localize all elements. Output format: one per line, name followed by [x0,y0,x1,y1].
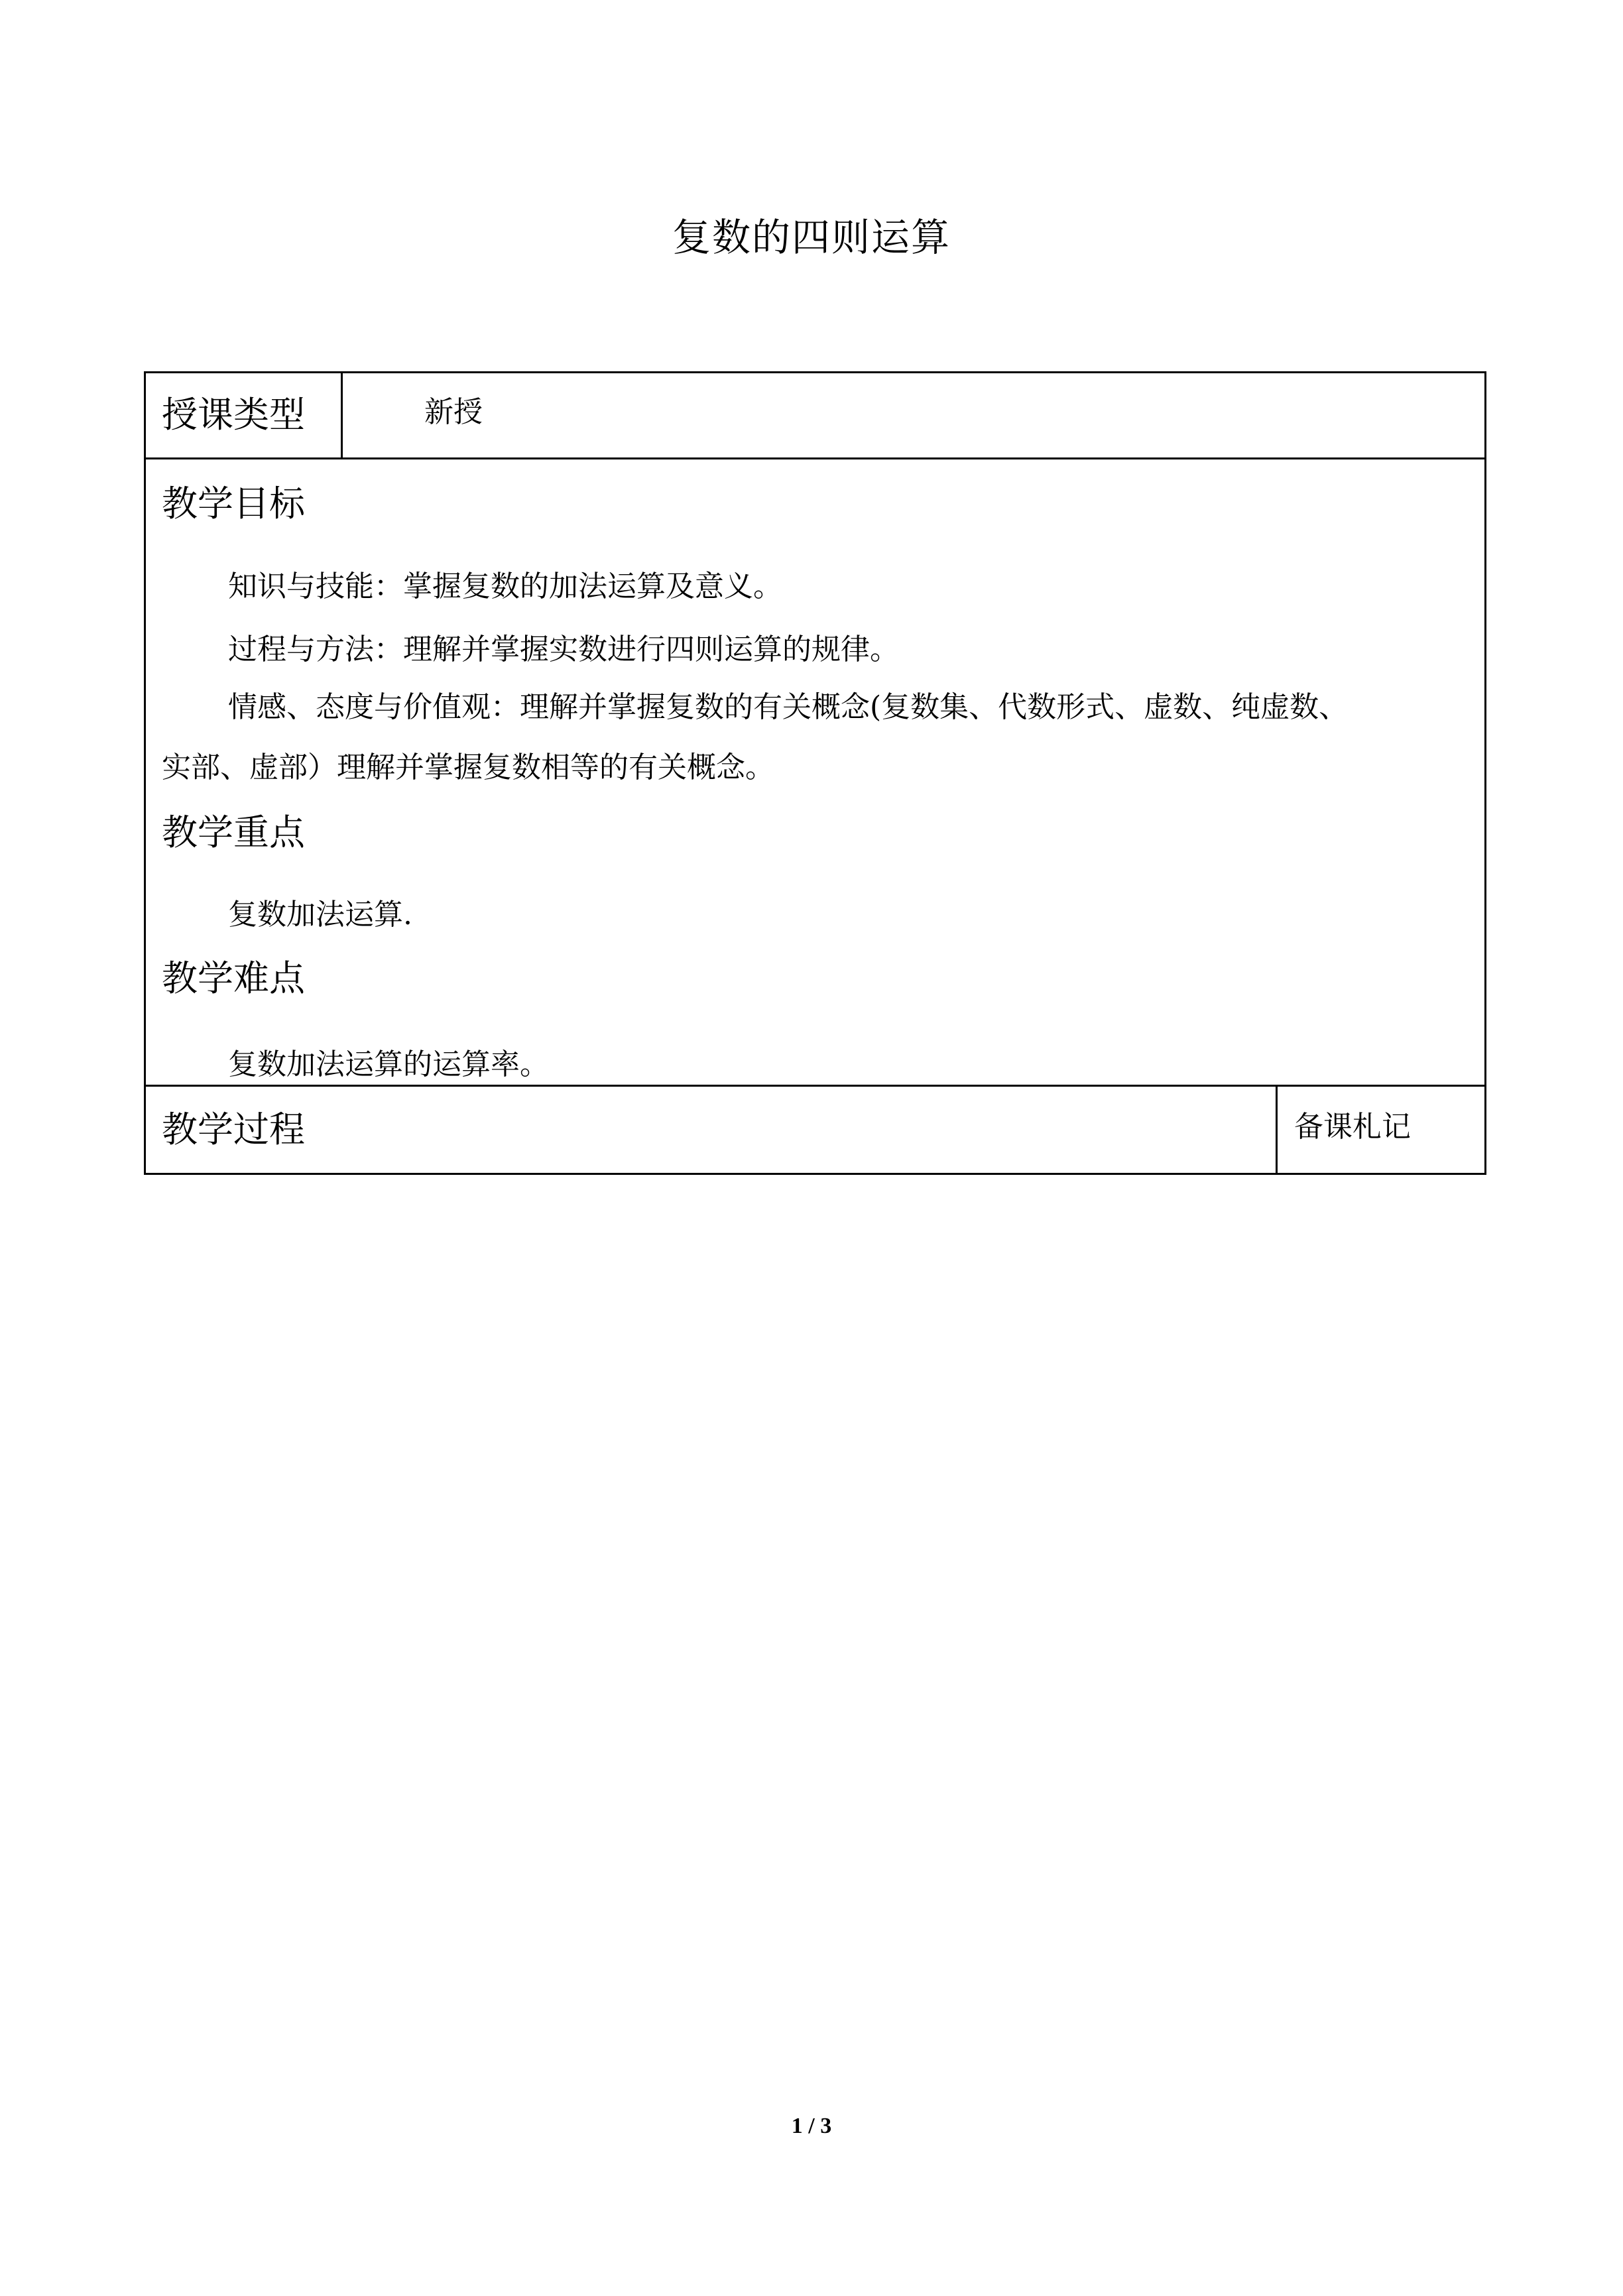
objective-process: 过程与方法：理解并掌握实数进行四则运算的规律。 [228,633,899,666]
difficulty-text: 复数加法运算的运算率。 [228,1048,549,1081]
objective-attitude-line1: 情感、态度与价值观：理解并掌握复数的有关概念(复数集、代数形式、虚数、纯虚数、 [228,690,1349,724]
col-divider-lesson-type [341,371,343,459]
notes-label: 备课札记 [1294,1110,1411,1144]
key-point-heading: 教学重点 [162,812,305,853]
key-point-text: 复数加法运算. [228,898,412,932]
col-divider-notes [1276,1085,1278,1175]
difficulty-heading: 教学难点 [162,957,305,999]
page-title: 复数的四则运算 [672,215,951,260]
objective-knowledge: 知识与技能：掌握复数的加法运算及意义。 [228,570,782,603]
page-number: 1 / 3 [791,2114,832,2138]
process-heading: 教学过程 [162,1109,305,1150]
lesson-type-value: 新授 [424,395,483,429]
row-divider-lesson-type [144,457,1486,459]
objective-attitude-line2: 实部、虚部）理解并掌握复数相等的有关概念。 [162,751,774,784]
lesson-type-label: 授课类型 [162,394,305,436]
row-divider-process [144,1085,1486,1087]
objectives-heading: 教学目标 [162,483,305,524]
